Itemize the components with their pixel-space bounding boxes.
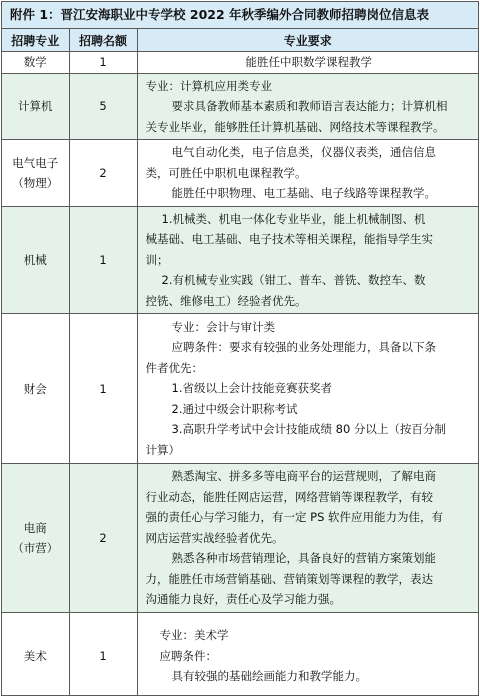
major-text: （物理）: [12, 175, 59, 190]
requirement-line: 械基础、电工基础、电子技术等相关课程，能指导学生实: [145, 232, 433, 246]
major-text: 电商: [23, 520, 47, 535]
row-count: 1: [69, 206, 137, 314]
row-major: [2, 314, 69, 464]
row-major: [2, 52, 69, 74]
row-requirements: [137, 140, 478, 207]
requirement-line: 应聘条件：: [159, 648, 217, 663]
table-row: [2, 52, 478, 74]
row-major: [2, 206, 69, 314]
row-major: [2, 612, 69, 696]
requirement-line: 沟通能力良好，责任心及学习能力强。: [145, 592, 341, 606]
requirement-line: 强的责任心与学习能力，有一定 PS 软件应用能力为佳，有: [145, 510, 444, 524]
requirement-line: 关专业毕业，能够胜任计算机基础、网络技术等课程教学。: [145, 119, 445, 134]
requirement-line: 熟悉各种市场营销理论，具备良好的营销方案策划能: [171, 551, 436, 565]
table-row: [2, 612, 478, 696]
row-requirements: [137, 464, 478, 613]
requirement-line: 熟悉淘宝、拼多多等电商平台的运营规则，了解电商: [171, 469, 436, 483]
row-count: 2: [69, 140, 137, 207]
header-row: [2, 29, 478, 52]
row-requirements: [137, 73, 478, 140]
row-requirements: [137, 52, 478, 74]
requirement-line: 2.有机械专业实践（钳工、普车、普铣、数控车、数: [161, 273, 426, 287]
table-row: [2, 140, 478, 207]
major-text: 美术: [23, 649, 47, 663]
table-row: [2, 206, 478, 314]
requirement-line: 控铣、维修电工）经验者优先。: [145, 293, 307, 308]
major-text: 电气电子: [12, 155, 59, 170]
major-text: 机械: [23, 252, 47, 267]
requirement-line: 能胜任中职物理、电工基础、电子线路等课程教学。: [171, 186, 436, 200]
header-count: 招聘名额: [69, 29, 137, 52]
table-row: [2, 314, 478, 464]
recruitment-table-document: [1, 1, 479, 696]
row-requirements: [137, 206, 478, 314]
requirement-line: 网店运营实战经验者优先。: [145, 530, 284, 545]
requirement-line: 件者优先：: [145, 360, 203, 375]
requirement-line: 能胜任中职数学课程教学: [245, 55, 372, 69]
row-major: [2, 73, 69, 140]
row-count: 1: [69, 314, 137, 464]
requirement-line: 专业：美术学: [159, 628, 229, 643]
requirement-line: 2.通过中级会计职称考试: [171, 401, 298, 416]
requirement-line: 专业：会计与审计类: [171, 319, 275, 334]
header-major: 招聘专业: [2, 29, 69, 52]
requirement-line: 3.高职升学考试中会计技能成绩 80 分以上（按百分制: [171, 422, 446, 437]
requirement-line: 行业动态，能胜任网店运营，网络营销等课程教学，有较: [145, 489, 433, 504]
row-count: 5: [69, 73, 137, 140]
row-count: 2: [69, 464, 137, 613]
row-count: 1: [69, 52, 137, 74]
major-text: 数学: [23, 55, 47, 70]
major-text: 财会: [23, 381, 47, 396]
requirement-line: 力，能胜任市场营销基础、营销策划等课程的教学，表达: [145, 571, 433, 586]
requirement-line: 电气自动化类，电子信息类，仪器仪表类，通信信息: [171, 145, 436, 159]
row-count: 1: [69, 612, 137, 696]
requirement-line: 计算）: [145, 442, 180, 457]
header-requirements: 专业要求: [137, 29, 478, 52]
requirement-line: 应聘条件：要求有较强的业务处理能力，具备以下条: [171, 340, 436, 355]
row-major: [2, 140, 69, 207]
requirement-line: 1.省级以上会计技能竞赛获奖者: [171, 381, 332, 396]
table-row: [2, 73, 478, 140]
major-text: （市营）: [12, 540, 59, 555]
requirement-line: 要求具备教师基本素质和教师语言表达能力；计算机相: [171, 99, 448, 113]
row-major: [2, 464, 69, 613]
requirement-line: 具有较强的基础绘画能力和教学能力。: [171, 669, 367, 684]
requirement-line: 类，可胜任中职机电课程教学。: [145, 165, 307, 180]
requirement-line: 专业：计算机应用类专业: [145, 78, 272, 93]
requirement-line: 训；: [145, 252, 169, 267]
document-title: 附件 1：晋江安海职业中专学校 2022 年秋季编外合同教师招聘岗位信息表: [2, 2, 478, 29]
positions-table: [2, 29, 478, 696]
row-requirements: [137, 314, 478, 464]
table-row: [2, 464, 478, 613]
row-requirements: [137, 612, 478, 696]
major-text: 计算机: [18, 99, 53, 114]
requirement-line: 1.机械类、机电一体化专业毕业，能上机械制图、机: [161, 211, 426, 226]
